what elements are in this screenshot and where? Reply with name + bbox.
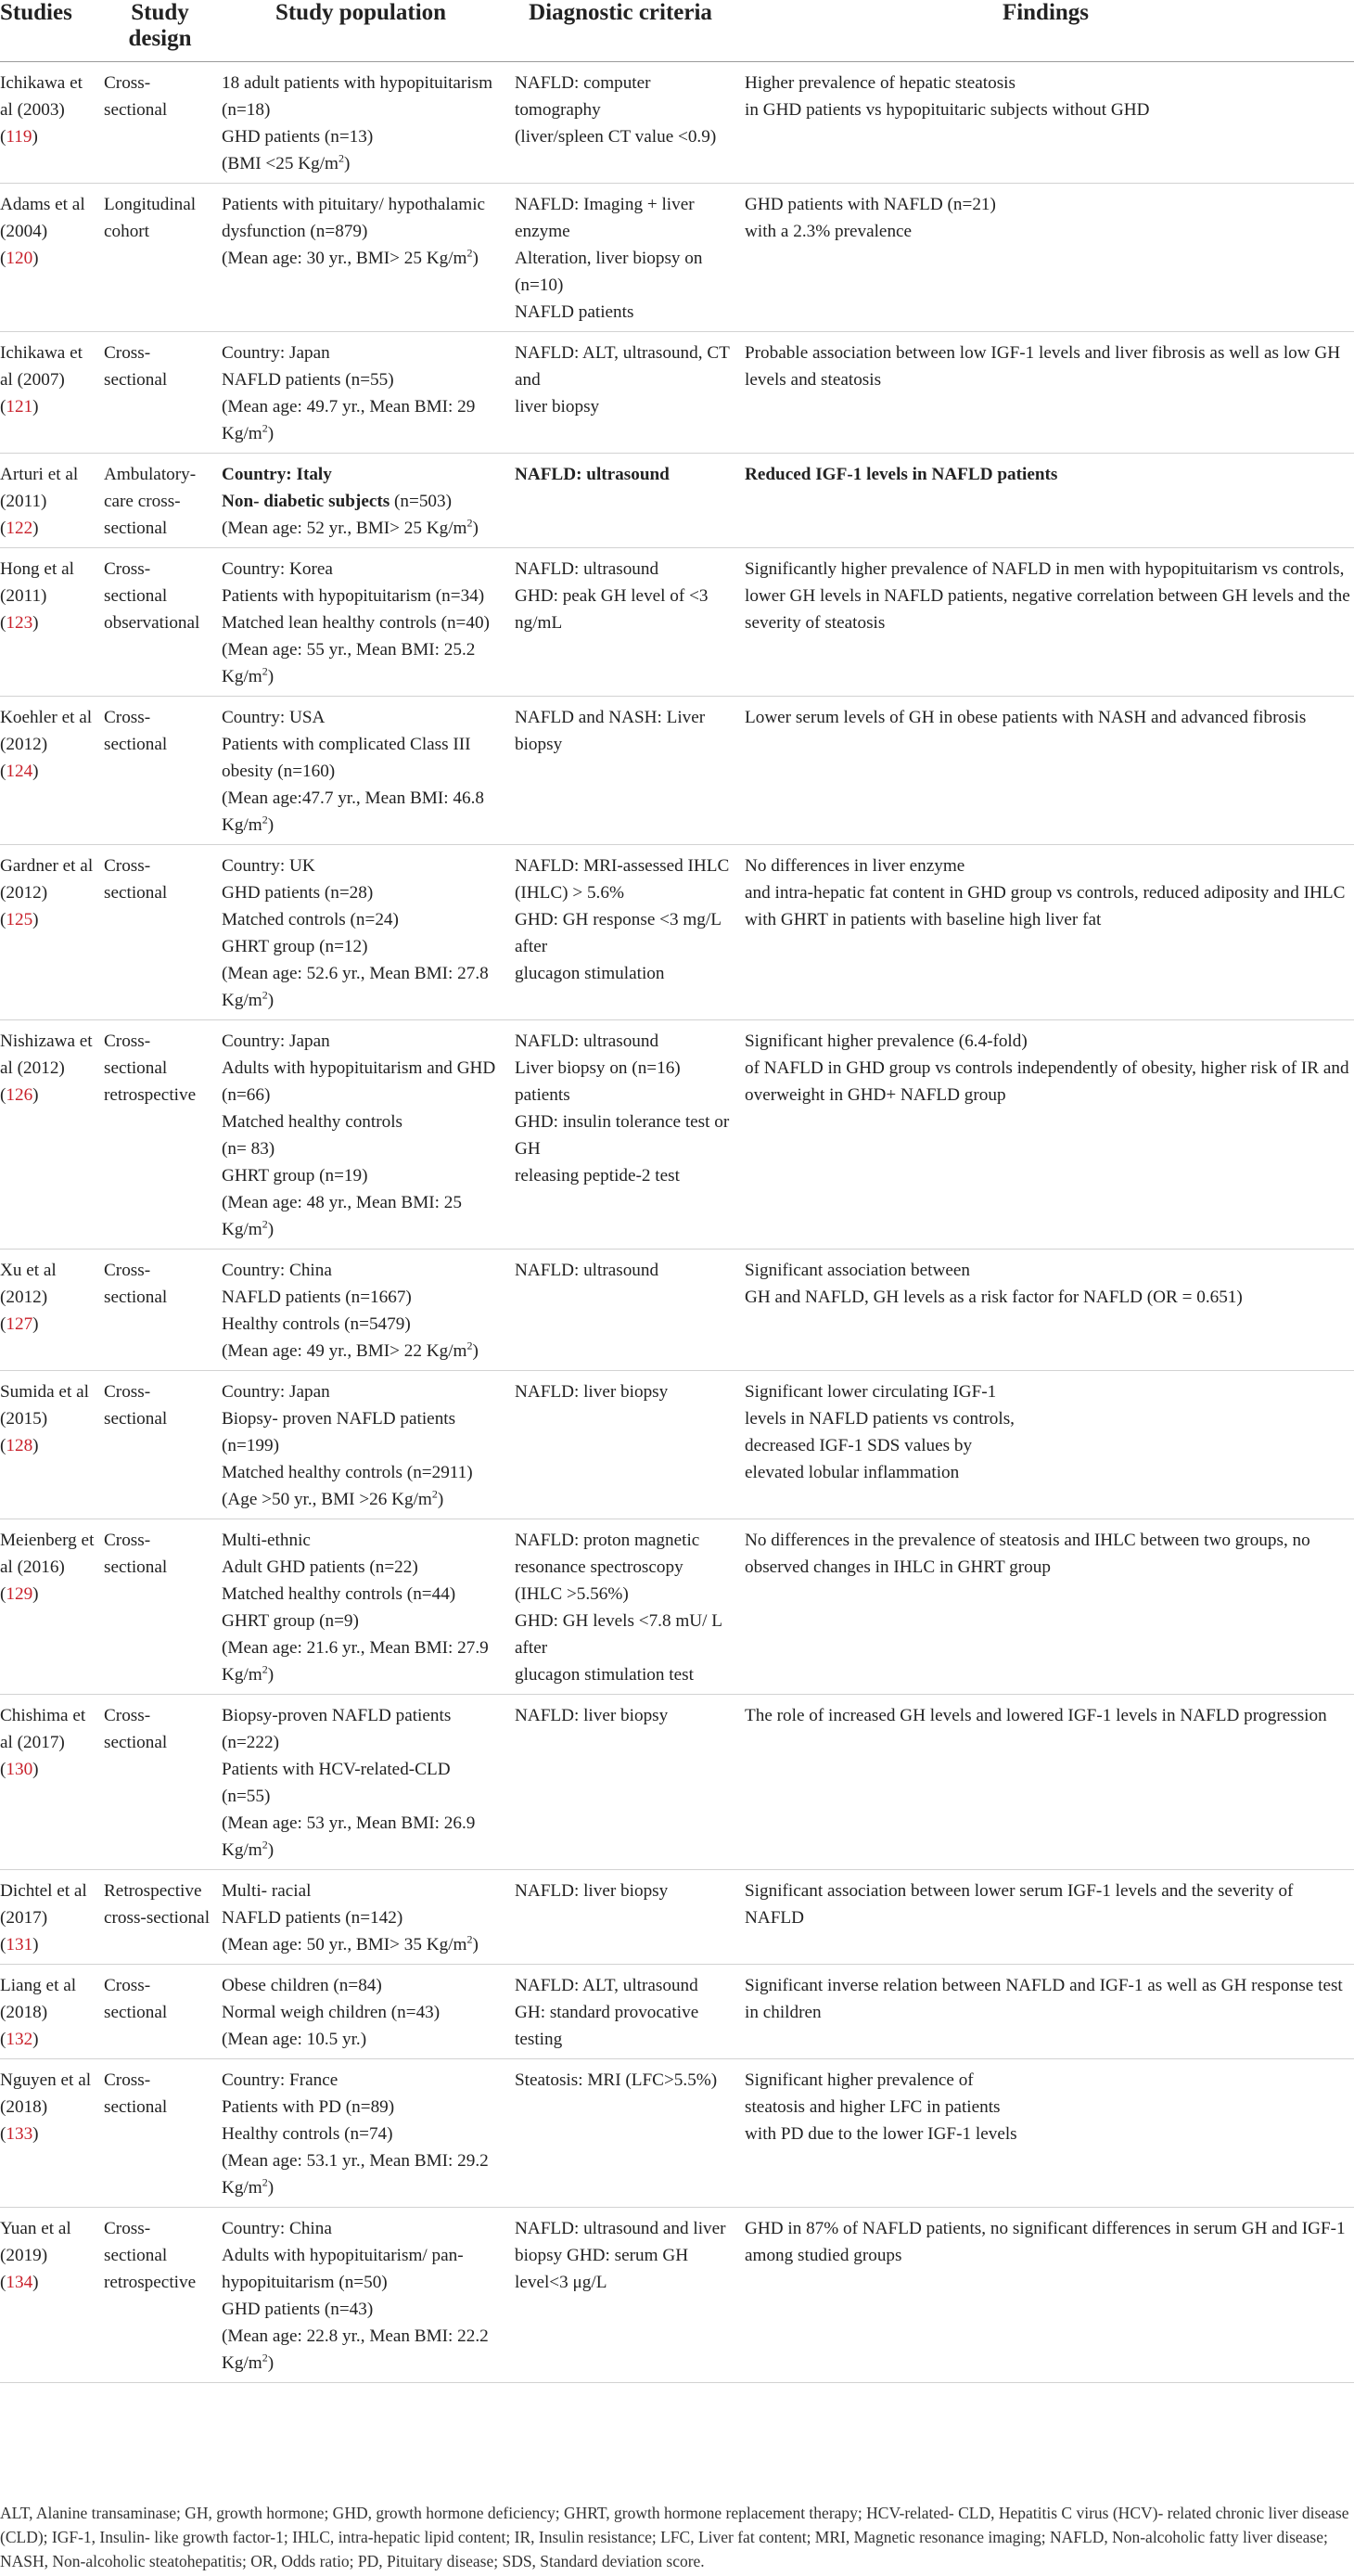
cell-diagnostic-criteria: NAFLD: ultrasound [504,453,737,547]
cell-diagnostic-criteria: NAFLD: liver biopsy [504,1370,737,1519]
cell-diagnostic-criteria: NAFLD: liver biopsy [504,1869,737,1964]
cell-study-population: Country: Japan Biopsy- proven NAFLD patients (n=199) Matched healthy controls (n=2911) (Age >50 yr., BMI >26 $Kg/m^2$) [218,1370,504,1519]
table-row [0,183,1354,331]
cell-diagnostic-criteria: NAFLD: ALT, ultrasound, CT and liver biopsy [504,331,737,453]
cell-study-population: Country: Japan Adults with hypopituitarism and GHD (n=66) Matched healthy controls (n= 83) GHRT group (n=19) (Mean age: 48 yr., Mean BMI: 25 $Kg/m^2$) [218,1019,504,1249]
cell-study: Ichikawa et al (2007) (121) [0,331,102,453]
cell-diagnostic-criteria: NAFLD: computer tomography (liver/spleen CT value <0.9) [504,61,737,183]
cell-study: Nishizawa et al (2012) (126) [0,1019,102,1249]
cell-findings: Significant higher prevalence (6.4-fold) of NAFLD in GHD group vs controls independently of obesity, higher risk of IR and overweight in GHD+ NAFLD group [737,1019,1354,1249]
cell-study-population: Multi-ethnic Adult GHD patients (n=22) Matched healthy controls (n=44) GHRT group (n=9) (Mean age: 21.6 yr., Mean BMI: 27.9 $Kg/m^2$) [218,1519,504,1694]
table-row [0,2207,1354,2382]
cell-diagnostic-criteria: NAFLD: Imaging + liver enzyme Alteration, liver biopsy on (n=10) NAFLD patients [504,183,737,331]
table-row [0,453,1354,547]
table-row [0,1869,1354,1964]
cell-study: Koehler et al (2012) (124) [0,696,102,844]
header-row [0,0,1354,61]
cell-study: Hong et al (2011) (123) [0,547,102,696]
header-findings: Findings [737,0,1354,61]
cell-study-design: Cross-sectional [102,61,218,183]
reference-link[interactable]: 129 [6,1583,33,1604]
cell-diagnostic-criteria: NAFLD: ultrasound [504,1249,737,1370]
cell-study-population: Country: USA Patients with complicated Class III obesity (n=160) (Mean age:47.7 yr., Mean BMI: 46.8 $Kg/m^2$) [218,696,504,844]
study-name: Liang et al (2018) [0,1975,77,2022]
reference-link[interactable]: 133 [6,2123,33,2144]
reference-link[interactable]: 122 [6,518,33,538]
cell-study-design: Cross-sectional retrospective [102,1019,218,1249]
cell-study-population: Biopsy-proven NAFLD patients (n=222) Patients with HCV-related-CLD (n=55) (Mean age: 53 yr., Mean BMI: 26.9 $Kg/m^2$) [218,1694,504,1869]
study-name: Nguyen et al (2018) [0,2070,92,2117]
reference-link[interactable]: 132 [6,2029,33,2049]
table-row [0,1249,1354,1370]
cell-findings: Probable association between low IGF-1 levels and liver fibrosis as well as low GH levels and steatosis [737,331,1354,453]
table-row [0,61,1354,183]
cell-findings: Lower serum levels of GH in obese patients with NASH and advanced fibrosis [737,696,1354,844]
table-row [0,331,1354,453]
cell-study-population: Country: Italy Non- diabetic subjects (n=503) (Mean age: 52 yr., BMI> 25 $Kg/m^2$) [218,453,504,547]
cell-findings: GHD in 87% of NAFLD patients, no significant differences in serum GH and IGF-1 among studied groups [737,2207,1354,2382]
cell-study-design: Cross-sectional [102,1694,218,1869]
cell-study-design: Ambulatory-care cross-sectional [102,453,218,547]
cell-study: Nguyen et al (2018) (133) [0,2058,102,2207]
cell-study-population: Country: Japan NAFLD patients (n=55) (Mean age: 49.7 yr., Mean BMI: 29 $Kg/m^2$) [218,331,504,453]
cell-study-population: Country: France Patients with PD (n=89) Healthy controls (n=74) (Mean age: 53.1 yr., Mean BMI: 29.2 $Kg/m^2$) [218,2058,504,2207]
cell-study-design: Retrospective cross-sectional [102,1869,218,1964]
study-name: Hong et al (2011) [0,558,74,606]
cell-study-population: Country: Korea Patients with hypopituitarism (n=34) Matched lean healthy controls (n=40) (Mean age: 55 yr., Mean BMI: 25.2 $Kg/m^2$) [218,547,504,696]
study-name: Adams et al (2004) [0,194,85,241]
cell-findings: Significant association between lower serum IGF-1 levels and the severity of NAFLD [737,1869,1354,1964]
reference-link[interactable]: 130 [6,1759,33,1779]
cell-study-design: Cross-sectional [102,696,218,844]
cell-diagnostic-criteria: NAFLD: MRI-assessed IHLC (IHLC) > 5.6% GHD: GH response <3 mg/L after glucagon stimulation [504,844,737,1019]
cell-findings: Significant association between GH and NAFLD, GH levels as a risk factor for NAFLD (OR = 0.651) [737,1249,1354,1370]
cell-study: Xu et al (2012) (127) [0,1249,102,1370]
table-row [0,1694,1354,1869]
cell-study-design: Cross-sectional [102,1964,218,2058]
reference-link[interactable]: 126 [6,1084,33,1105]
study-name: Xu et al (2012) [0,1260,57,1307]
study-name: Yuan et al (2019) [0,2218,71,2265]
cell-diagnostic-criteria: NAFLD: ALT, ultrasound GH: standard provocative testing [504,1964,737,2058]
cell-study-design: Cross-sectional [102,2058,218,2207]
reference-link[interactable]: 121 [6,396,33,417]
study-name: Gardner et al (2012) [0,855,94,903]
table-row [0,844,1354,1019]
cell-diagnostic-criteria: NAFLD and NASH: Liver biopsy [504,696,737,844]
cell-study-population: 18 adult patients with hypopituitarism (n=18) GHD patients (n=13) (BMI <25 $Kg/m^2$) [218,61,504,183]
table-row [0,696,1354,844]
study-name: Ichikawa et al (2007) [0,342,83,390]
study-name: Sumida et al (2015) [0,1381,89,1429]
cell-study-design: Cross-sectional [102,844,218,1019]
header-diagnostic-criteria: Diagnostic criteria [504,0,737,61]
table-row [0,1964,1354,2058]
cell-study-design: Cross-sectional observational [102,547,218,696]
cell-study: Yuan et al (2019) (134) [0,2207,102,2382]
cell-study-design: Cross-sectional [102,331,218,453]
table-header [0,0,1354,61]
cell-study-design: Cross-sectional retrospective [102,2207,218,2382]
cell-findings: Significant inverse relation between NAFLD and IGF-1 as well as GH response test in children [737,1964,1354,2058]
cell-study: Liang et al (2018) (132) [0,1964,102,2058]
reference-link[interactable]: 127 [6,1314,33,1334]
cell-study: Gardner et al (2012) (125) [0,844,102,1019]
study-name: Arturi et al (2011) [0,464,79,511]
reference-link[interactable]: 134 [6,2272,33,2292]
table-row [0,547,1354,696]
cell-study-population: Country: China NAFLD patients (n=1667) Healthy controls (n=5479) (Mean age: 49 yr., BMI> 22 $Kg/m^2$) [218,1249,504,1370]
cell-diagnostic-criteria: NAFLD: ultrasound GHD: peak GH level of <3 ng/mL [504,547,737,696]
header-study-population: Study population [218,0,504,61]
cell-study-population: Country: UK GHD patients (n=28) Matched controls (n=24) GHRT group (n=12) (Mean age: 52.6 yr., Mean BMI: 27.8 $Kg/m^2$) [218,844,504,1019]
study-name: Meienberg et al (2016) [0,1530,95,1577]
cell-diagnostic-criteria: NAFLD: ultrasound Liver biopsy on (n=16) patients GHD: insulin tolerance test or GH releasing peptide-2 test [504,1019,737,1249]
cell-findings: No differences in liver enzyme and intra-hepatic fat content in GHD group vs controls, reduced adiposity and IHLC with GHRT in patients with baseline high liver fat [737,844,1354,1019]
table-row [0,1370,1354,1519]
reference-link[interactable]: 123 [6,612,33,633]
reference-link[interactable]: 125 [6,909,33,929]
cell-study-design: Longitudinal cohort [102,183,218,331]
reference-link[interactable]: 128 [6,1435,33,1455]
cell-diagnostic-criteria: NAFLD: ultrasound and liver biopsy GHD: serum GH level<3 μg/L [504,2207,737,2382]
cell-diagnostic-criteria: NAFLD: proton magnetic resonance spectroscopy (IHLC >5.56%) GHD: GH levels <7.8 mU/ L after glucagon stimulation test [504,1519,737,1694]
cell-study-population: Multi- racial NAFLD patients (n=142) (Mean age: 50 yr., BMI> 35 $Kg/m^2$) [218,1869,504,1964]
cell-findings: No differences in the prevalence of steatosis and IHLC between two groups, no observed changes in IHLC in GHRT group [737,1519,1354,1694]
cell-findings: Significantly higher prevalence of NAFLD in men with hypopituitarism vs controls, lower GH levels in NAFLD patients, negative correlation between GH levels and the severity of steatosis [737,547,1354,696]
cell-study: Meienberg et al (2016) (129) [0,1519,102,1694]
reference-link[interactable]: 131 [6,1934,33,1954]
cell-findings: Significant higher prevalence of steatosis and higher LFC in patients with PD due to the lower IGF-1 levels [737,2058,1354,2207]
cell-diagnostic-criteria: Steatosis: MRI (LFC>5.5%) [504,2058,737,2207]
cell-diagnostic-criteria: NAFLD: liver biopsy [504,1694,737,1869]
table-body [0,61,1354,2382]
study-name: Ichikawa et al (2003) [0,72,83,120]
reference-link[interactable]: 119 [6,126,32,147]
header-study-design: Study design [102,0,218,61]
cell-study-design: Cross-sectional [102,1249,218,1370]
cell-findings: Significant lower circulating IGF-1 levels in NAFLD patients vs controls, decreased IGF-1 SDS values by elevated lobular inflammation [737,1370,1354,1519]
reference-link[interactable]: 120 [6,248,33,268]
cell-findings: The role of increased GH levels and lowered IGF-1 levels in NAFLD progression [737,1694,1354,1869]
table-footnote: ALT, Alanine transaminase; GH, growth hormone; GHD, growth hormone deficiency; GHRT, growth hormone replacement therapy; HCV-related- CLD, Hepatitis C virus (HCV)- related chronic liver disease (CLD); IGF-1, Insulin- like growth factor-1; IHLC, intra-hepatic lipid content; IR, Insulin resistance; LFC, Liver fat content; MRI, Magnetic resonance imaging; NAFLD, Non-alcoholic fatty liver disease; NASH, Non-alcoholic steatohepatitis; OR, Odds ratio; PD, Pituitary disease; SDS, Standard deviation score. [0,2504,1349,2570]
reference-link[interactable]: 124 [6,761,33,781]
cell-study-design: Cross-sectional [102,1519,218,1694]
table-row [0,1019,1354,1249]
cell-study-population: Obese children (n=84) Normal weigh children (n=43) (Mean age: 10.5 yr.) [218,1964,504,2058]
cell-study-design: Cross-sectional [102,1370,218,1519]
study-name: Dichtel et al (2017) [0,1880,87,1928]
cell-study: Chishima et al (2017) (130) [0,1694,102,1869]
cell-study: Sumida et al (2015) (128) [0,1370,102,1519]
cell-study-population: Patients with pituitary/ hypothalamic dysfunction (n=879) (Mean age: 30 yr., BMI> 25 $Kg/m^2$) [218,183,504,331]
cell-study: Dichtel et al (2017) (131) [0,1869,102,1964]
cell-findings: Higher prevalence of hepatic steatosis in GHD patients vs hypopituitaric subjects without GHD [737,61,1354,183]
study-name: Chishima et al (2017) [0,1705,86,1752]
cell-study: Arturi et al (2011) (122) [0,453,102,547]
study-name: Nishizawa et al (2012) [0,1031,93,1078]
cell-study-population: Country: China Adults with hypopituitarism/ pan- hypopituitarism (n=50) GHD patients (n=43) (Mean age: 22.8 yr., Mean BMI: 22.2 $Kg/m^2$) [218,2207,504,2382]
study-name: Koehler et al (2012) [0,707,93,754]
cell-study: Adams et al (2004) (120) [0,183,102,331]
cell-findings: Reduced IGF-1 levels in NAFLD patients [737,453,1354,547]
table-row [0,1519,1354,1694]
cell-findings: GHD patients with NAFLD (n=21) with a 2.3% prevalence [737,183,1354,331]
cell-study: Ichikawa et al (2003) (119) [0,61,102,183]
table-row [0,2058,1354,2207]
header-studies: Studies [0,0,102,61]
